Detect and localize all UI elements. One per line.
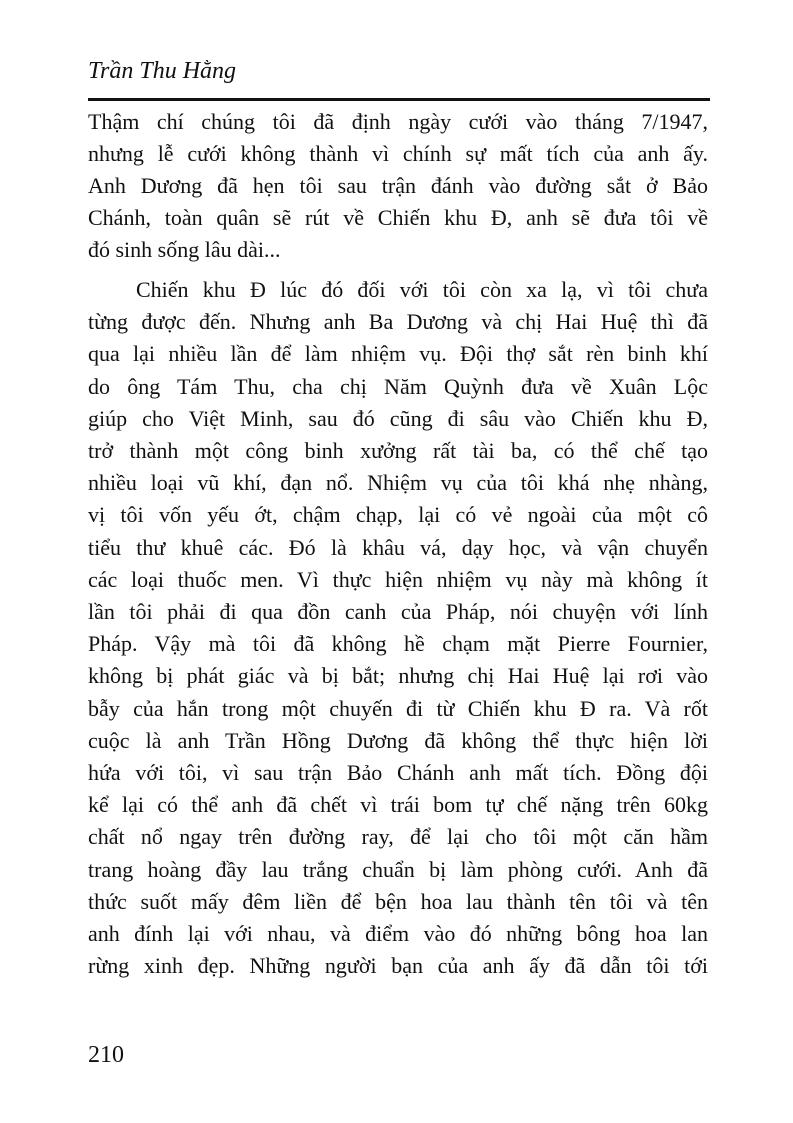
page-number: 210 [88,1042,124,1068]
text-line: chất nổ ngay trên đường ray, để lại cho tôi một căn hầm [88,824,708,850]
text-line: hứa với tôi, vì sau trận Bảo Chánh anh mất tích. Đồng đội [88,760,708,785]
text-line: qua lại nhiều lần để làm nhiệm vụ. Đội thợ sắt rèn binh khí [88,341,708,367]
text-line: cuộc là anh Trần Hồng Dương đã không thể thực hiện lời [88,727,708,753]
text-line: do ông Tám Thu, cha chị Năm Quỳnh đưa về Xuân Lộc [88,373,708,399]
running-header-author: Trần Thu Hằng [88,58,237,84]
text-line: bẫy của hắn trong một chuyến đi từ Chiến khu Đ ra. Và rốt [88,695,708,721]
text-line: anh đính lại với nhau, và điểm vào đó những bông hoa lan [88,921,708,946]
text-line: trang hoàng đầy lau trắng chuẩn bị làm phòng cưới. Anh đã [88,856,708,882]
text-line: trở thành một công binh xưởng rất tài ba, có thể chế tạo [88,438,708,463]
text-line: đó sinh sống lâu dài... [88,237,281,262]
text-line: Chiến khu Đ lúc đó đối với tôi còn xa lạ, vì tôi chưa [136,277,708,302]
text-line: vị tôi vốn yếu ớt, chậm chạp, lại có vẻ ngoài của một cô [88,502,708,528]
header-rule [88,98,710,101]
text-line: các loại thuốc men. Vì thực hiện nhiệm vụ này mà không ít [88,566,708,592]
text-line: không bị phát giác và bị bắt; nhưng chị Hai Huệ lại rơi vào [88,663,708,689]
text-line: Thậm chí chúng tôi đã định ngày cưới vào tháng 7/1947, [88,109,708,134]
text-line: lần tôi phải đi qua đồn canh của Pháp, nói chuyện với lính [88,599,708,624]
text-line: Pháp. Vậy mà tôi đã không hề chạm mặt Pierre Fournier, [88,631,708,657]
text-line: rừng xinh đẹp. Những người bạn của anh ấy đã dẫn tôi tới [88,953,708,979]
text-line: tiểu thư khuê các. Đó là khâu vá, dạy học, và vận chuyển [88,534,708,560]
text-line: kể lại có thể anh đã chết vì trái bom tự chế nặng trên 60kg [88,792,708,818]
text-line: thức suốt mấy đêm liền để bện hoa lau thành tên tôi và tên [88,888,708,914]
text-line: Chánh, toàn quân sẽ rút về Chiến khu Đ, anh sẽ đưa tôi về [88,205,708,230]
text-line: Anh Dương đã hẹn tôi sau trận đánh vào đường sắt ở Bảo [88,173,708,198]
text-line: nhưng lễ cưới không thành vì chính sự mất tích của anh ấy. [88,141,708,166]
text-line: giúp cho Việt Minh, sau đó cũng đi sâu vào Chiến khu Đ, [88,405,708,431]
text-line: từng được đến. Nhưng anh Ba Dương và chị Hai Huệ thì đã [88,309,708,335]
text-line: nhiều loại vũ khí, đạn nổ. Nhiệm vụ của tôi khá nhẹ nhàng, [88,470,708,496]
